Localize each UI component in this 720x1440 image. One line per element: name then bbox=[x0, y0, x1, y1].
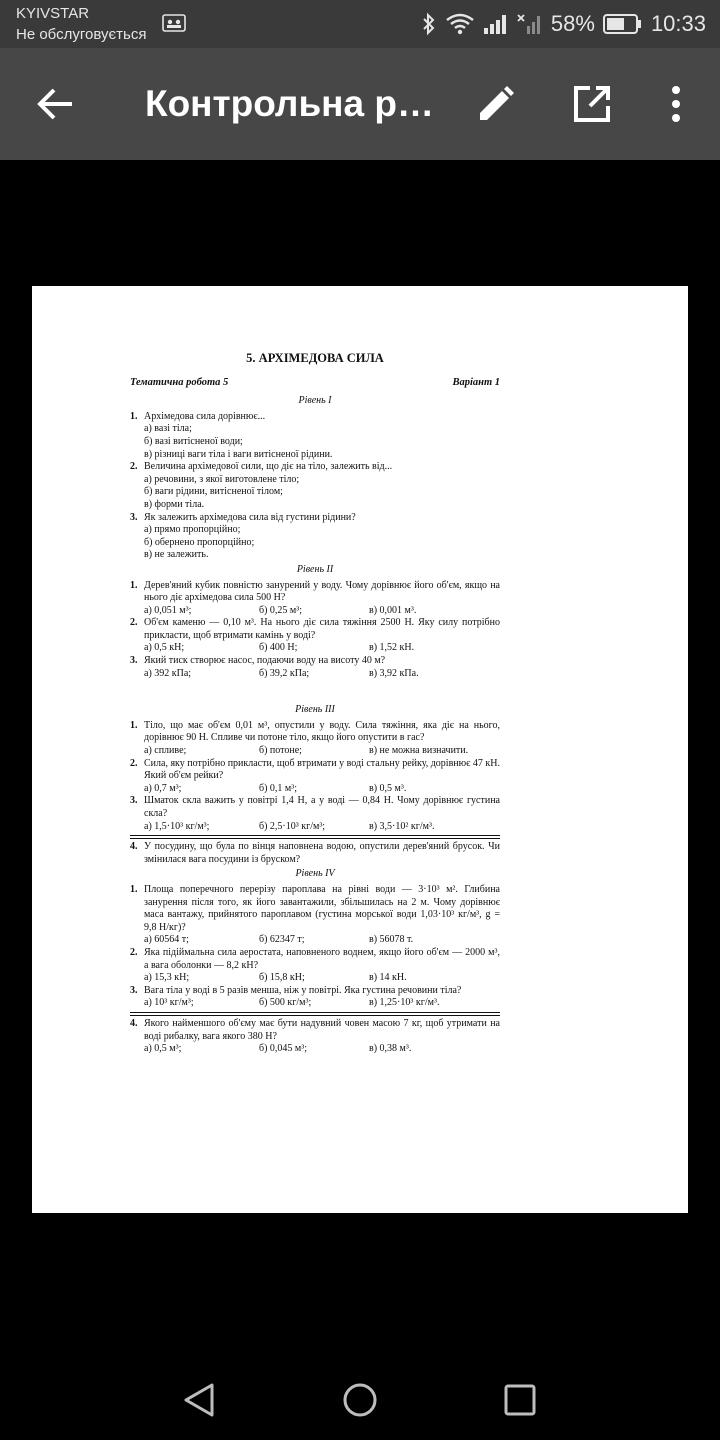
question bbox=[130, 580, 500, 605]
answer-option: в) не залежить. bbox=[144, 549, 209, 561]
clock: 10:33 bbox=[650, 11, 706, 36]
question-number: 1. bbox=[130, 883, 138, 895]
answer-options bbox=[130, 642, 500, 655]
question-text: Вага тіла у воді в 5 разів менша, ніж у повітрі. Яка густина речовини тіла? bbox=[144, 984, 462, 996]
answer-option: б) потоне; bbox=[259, 745, 302, 757]
answer-option: а) 392 кПа; bbox=[144, 667, 192, 679]
answer-option: б) 15,8 кН; bbox=[259, 972, 305, 984]
question bbox=[130, 1015, 500, 1043]
answer-option: а) 0,5 кН; bbox=[144, 642, 185, 654]
answer-option: в) 1,52 кН. bbox=[369, 642, 415, 654]
question bbox=[130, 947, 500, 972]
question-text: Площа поперечного перерізу пароплава на рівні води — 3·10³ м². Глибина занурення після того, як його завантажили, збільшилась на 2 м. Чому дорівнює маса вантажу, прийнятого пароплавом (густина морської води 1,03·10³ кг/м³, g = 9,8 Н/кг)? bbox=[144, 883, 500, 933]
question-number: 3. bbox=[130, 795, 138, 807]
question bbox=[130, 838, 500, 866]
answer-option: в) не можна визначити. bbox=[369, 745, 469, 757]
level-title: Рівень II bbox=[296, 563, 334, 575]
document-content bbox=[130, 352, 500, 1056]
question bbox=[130, 884, 500, 934]
question-text: Яка підіймальна сила аеростата, наповненого воднем, якщо його об'єм — 2000 м³, а вага оболонки — 8,2 кН? bbox=[144, 946, 500, 971]
question-number: 1. bbox=[130, 579, 138, 591]
answer-option: б) вазі витісненої води; bbox=[144, 435, 243, 447]
question-text: Тіло, що має об'єм 0,01 м³, опустили у воду. Сила тяжіння, яка діє на нього, дорівнює 90 Н. Спливе чи потоне тіло, якщо його опустити в гас? bbox=[144, 719, 500, 744]
answer-option: б) 0,1 м³; bbox=[259, 782, 298, 794]
question bbox=[130, 758, 500, 783]
question bbox=[130, 655, 500, 668]
answer-options bbox=[130, 668, 500, 681]
work-header bbox=[130, 377, 500, 390]
level-title: Рівень III bbox=[295, 704, 335, 716]
answer-option: а) речовини, з якої виготовлене тіло; bbox=[144, 473, 300, 485]
document-heading: 5. АРХІМЕДОВА СИЛА bbox=[246, 351, 384, 365]
question-number: 4. bbox=[130, 841, 138, 853]
question bbox=[130, 411, 500, 424]
level-title: Рівень I bbox=[298, 395, 332, 407]
answer-options bbox=[130, 745, 500, 758]
answer-option: б) 0,25 м³; bbox=[259, 604, 303, 616]
arrow-back-icon[interactable] bbox=[36, 86, 76, 122]
answer-option: в) 14 кН. bbox=[369, 972, 407, 984]
document-title: Контрольна р… bbox=[145, 83, 434, 124]
answer-options bbox=[130, 821, 500, 837]
question bbox=[130, 461, 500, 474]
answer-options bbox=[130, 997, 500, 1013]
question-number: 2. bbox=[130, 757, 138, 769]
home-circle-icon[interactable] bbox=[342, 1382, 378, 1418]
question-text: Об'єм каменю — 0,10 м³. На нього діє сила тяжіння 2500 Н. Яку силу потрібно прикласти, щоб втримати камінь у воді? bbox=[144, 617, 500, 641]
question-number: 1. bbox=[130, 719, 138, 731]
answer-options bbox=[130, 605, 500, 618]
question-text: Як залежить архімедова сила від густини рідини? bbox=[144, 511, 356, 523]
answer-option: в) 0,38 м³. bbox=[369, 1043, 412, 1055]
answer-option: а) 0,051 м³; bbox=[144, 604, 192, 616]
status-icons bbox=[421, 0, 706, 48]
answer-option: б) 62347 т; bbox=[259, 934, 305, 946]
question-text: Величина архімедової сили, що діє на тіло, залежить від... bbox=[144, 461, 393, 473]
answer-options bbox=[130, 972, 500, 985]
question bbox=[130, 512, 500, 525]
answer-option: а) 0,7 м³; bbox=[144, 782, 182, 794]
question-text: Який тиск створює насос, подаючи воду на висоту 40 м? bbox=[144, 655, 386, 667]
answer-option: а) прямо пропорційно; bbox=[144, 524, 241, 536]
answer-option: б) 400 Н; bbox=[259, 642, 298, 654]
back-triangle-icon[interactable] bbox=[182, 1382, 218, 1418]
answer-option: в) 0,5 м³. bbox=[369, 782, 407, 794]
answer-option: в) 3,92 кПа. bbox=[369, 667, 419, 679]
open-external-icon[interactable] bbox=[572, 84, 612, 124]
document-page[interactable] bbox=[32, 286, 688, 1213]
answer-option: б) 2,5·10³ кг/м³; bbox=[259, 820, 326, 832]
carrier-name: KYIVSTAR bbox=[16, 5, 90, 22]
question-text: Шматок скла важить у повітрі 1,4 Н, а у воді — 0,84 Н. Чому дорівнює густина скла? bbox=[144, 795, 500, 819]
question-number: 3. bbox=[130, 984, 138, 996]
answer-options bbox=[130, 783, 500, 796]
answer-option: а) 1,5·10³ кг/м³; bbox=[144, 820, 210, 832]
question-number: 3. bbox=[130, 655, 138, 667]
answer-options bbox=[130, 1043, 500, 1056]
answer-option: б) 39,2 кПа; bbox=[259, 667, 310, 679]
answer-option: б) ваги рідини, витісненої тілом; bbox=[144, 486, 283, 498]
question-text: Сила, яку потрібно прикласти, щоб втримати у воді стальну рейку, дорівнює 47 кН. Який об'єм рейки? bbox=[144, 757, 500, 782]
wifi-icon bbox=[445, 12, 475, 36]
answer-option: б) 500 кг/м³; bbox=[259, 997, 312, 1009]
answer-option: в) 3,5·10² кг/м³. bbox=[369, 820, 435, 832]
recents-square-icon[interactable] bbox=[502, 1382, 538, 1418]
battery-icon bbox=[603, 13, 643, 35]
bluetooth-icon bbox=[421, 12, 437, 36]
navigation-bar bbox=[0, 1352, 720, 1440]
question-number: 4. bbox=[130, 1017, 138, 1029]
app-bar bbox=[0, 48, 720, 160]
pencil-edit-icon[interactable] bbox=[476, 84, 516, 124]
answer-options bbox=[130, 934, 500, 947]
question-text: Дерев'яний кубик повністю занурений у воду. Чому дорівнює його об'єм, якщо на нього діє архімедова сила 500 Н? bbox=[144, 579, 500, 604]
variant-label: Варіант 1 bbox=[452, 376, 500, 388]
answer-option: а) вазі тіла; bbox=[144, 423, 192, 435]
answer-option: а) 0,5 м³; bbox=[144, 1043, 182, 1055]
answer-option: в) різниці ваги тіла і ваги витісненої рідини. bbox=[144, 448, 333, 460]
question bbox=[130, 795, 500, 820]
answer-option: а) 60564 т; bbox=[144, 934, 189, 946]
carrier-status: Не обслуговується bbox=[16, 26, 147, 43]
spacer bbox=[130, 680, 500, 702]
question-number: 3. bbox=[130, 511, 138, 523]
no-signal-icon bbox=[517, 12, 543, 36]
answer-option: в) 56078 т. bbox=[369, 934, 414, 946]
question bbox=[130, 720, 500, 745]
question-text: Якого найменшого об'єму має бути надувний човен масою 7 кг, щоб утримати на воді рибалку, вага якого 380 Н? bbox=[144, 1017, 500, 1042]
work-title: Тематична робота 5 bbox=[130, 376, 229, 388]
battery-percent: 58% bbox=[550, 11, 595, 36]
question-number: 2. bbox=[130, 617, 138, 629]
question bbox=[130, 985, 500, 998]
question bbox=[130, 617, 500, 642]
answer-option: в) 0,001 м³. bbox=[369, 604, 417, 616]
answer-option: а) 15,3 кН; bbox=[144, 972, 190, 984]
question-number: 2. bbox=[130, 461, 138, 473]
answer-option: б) обернено пропорційно; bbox=[144, 536, 255, 548]
answer-option: в) форми тіла. bbox=[144, 498, 205, 510]
answer-option: а) 10³ кг/м³; bbox=[144, 997, 194, 1009]
status-bar bbox=[0, 0, 720, 48]
level-title: Рівень IV bbox=[295, 868, 335, 880]
answer-option: б) 0,045 м³; bbox=[259, 1043, 308, 1055]
more-vert-icon[interactable] bbox=[664, 84, 688, 124]
answer-option: в) 1,25·10³ кг/м³. bbox=[369, 997, 440, 1009]
question-text: Архімедова сила дорівнює... bbox=[144, 410, 266, 422]
answer-option: а) спливе; bbox=[144, 745, 187, 757]
signal-strength-icon bbox=[483, 12, 509, 36]
question-number: 1. bbox=[130, 410, 138, 422]
question-text: У посудину, що була по вінця наповнена водою, опустили дерев'яний брусок. Чи змінилася вага посудини із бруском? bbox=[144, 841, 500, 865]
question-number: 2. bbox=[130, 946, 138, 958]
sim-card-icon bbox=[162, 14, 186, 32]
